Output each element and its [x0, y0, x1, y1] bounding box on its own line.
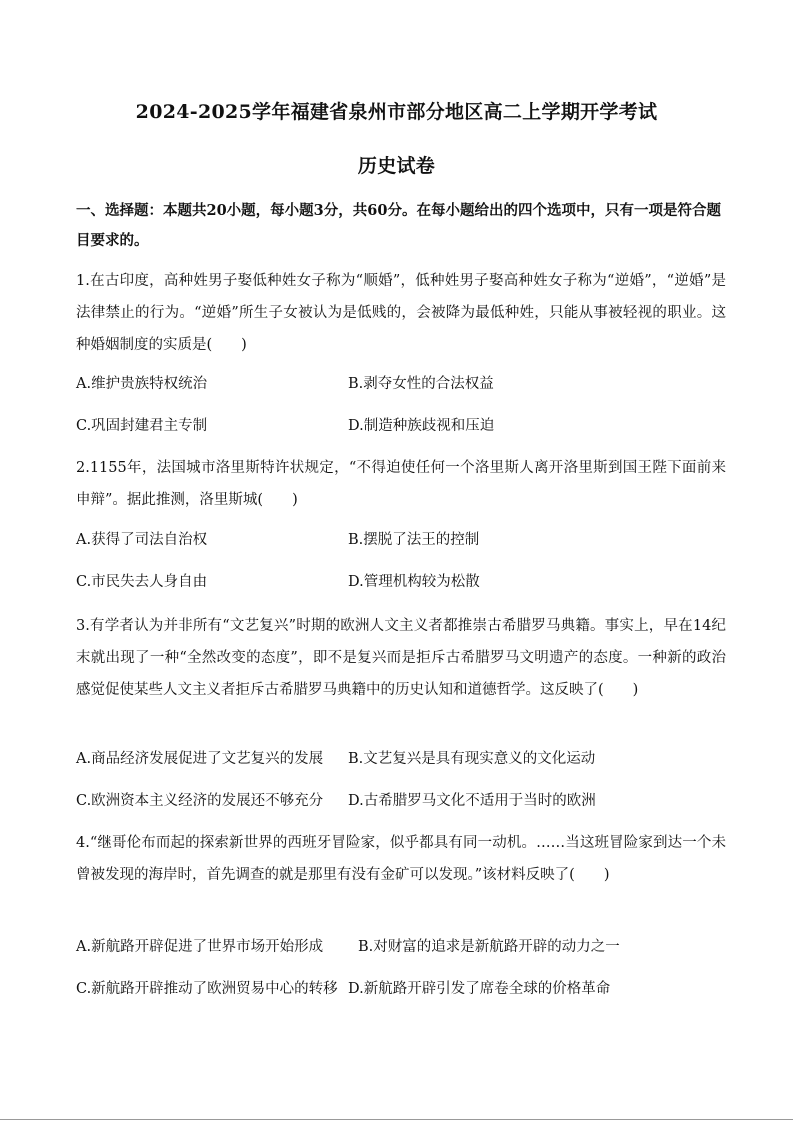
- page-bottom-divider: [0, 1119, 793, 1120]
- question-1-option-c: C.巩固封建君主专制: [76, 418, 208, 434]
- page-subtitle: 历史试卷: [357, 155, 436, 177]
- question-3-option-b: B.文艺复兴是具有现实意义的文化运动: [348, 751, 596, 767]
- question-1-stem: 1.在古印度，高种姓男子娶低种姓女子称为“顺婚”，低种姓男子娶高种姓女子称为“逆婚”，“逆婚”是法律禁止的行为。“逆婚”所生子女被认为是低贱的，会被降为最低种姓，只能从事被轻视的职业。这种婚姻制度的实质是( ): [76, 273, 726, 353]
- question-4-stem: 4.“继哥伦布而起的探索新世界的西班牙冒险家，似乎都具有同一动机。……当这班冒险家到达一个未曾被发现的海岸时，首先调查的就是那里有没有金矿可以发现。”该材料反映了( ): [76, 835, 726, 883]
- question-3-option-c: C.欧洲资本主义经济的发展还不够充分: [76, 793, 324, 809]
- section-instructions: 一、选择题：本题共20小题，每小题3分，共60分。在每小题给出的四个选项中，只有一项是符合题目要求的。: [76, 202, 721, 249]
- question-2-stem: 2.1155年，法国城市洛里斯特许状规定，“不得迫使任何一个洛里斯人离开洛里斯到国王陛下面前来申辩”。据此推测，洛里斯城( ): [76, 460, 726, 508]
- question-2-option-a: A.获得了司法自治权: [76, 532, 208, 548]
- question-4-option-c: C.新航路开辟推动了欧洲贸易中心的转移: [76, 981, 338, 997]
- question-3-option-a: A.商品经济发展促进了文艺复兴的发展: [76, 751, 324, 767]
- question-1-option-b: B.剥夺女性的合法权益: [348, 376, 494, 392]
- question-2-option-b: B.摆脱了法王的控制: [348, 532, 480, 548]
- question-1-option-a: A.维护贵族特权统治: [76, 376, 208, 392]
- question-1-option-d: D.制造种族歧视和压迫: [348, 418, 495, 434]
- question-3-stem: 3.有学者认为并非所有“文艺复兴”时期的欧洲人文主义者都推崇古希腊罗马典籍。事实上，早在14纪末就出现了一种“全然改变的态度”，即不是复兴而是拒斥古希腊罗马文明遗产的态度。一种新的政治感觉促使某些人文主义者拒斥古希腊罗马典籍中的历史认知和道德哲学。这反映了( ): [76, 618, 726, 698]
- page-title: 2024-2025学年福建省泉州市部分地区高二上学期开学考试: [135, 101, 658, 123]
- question-4-option-a: A.新航路开辟促进了世界市场开始形成: [76, 939, 324, 955]
- question-4-option-b: B.对财富的追求是新航路开辟的动力之一: [358, 939, 620, 955]
- question-2-option-d: D.管理机构较为松散: [348, 574, 480, 590]
- question-4-option-d: D.新航路开辟引发了席卷全球的价格革命: [348, 981, 611, 997]
- question-2-option-c: C.市民失去人身自由: [76, 574, 208, 590]
- question-3-option-d: D.古希腊罗马文化不适用于当时的欧洲: [348, 793, 596, 809]
